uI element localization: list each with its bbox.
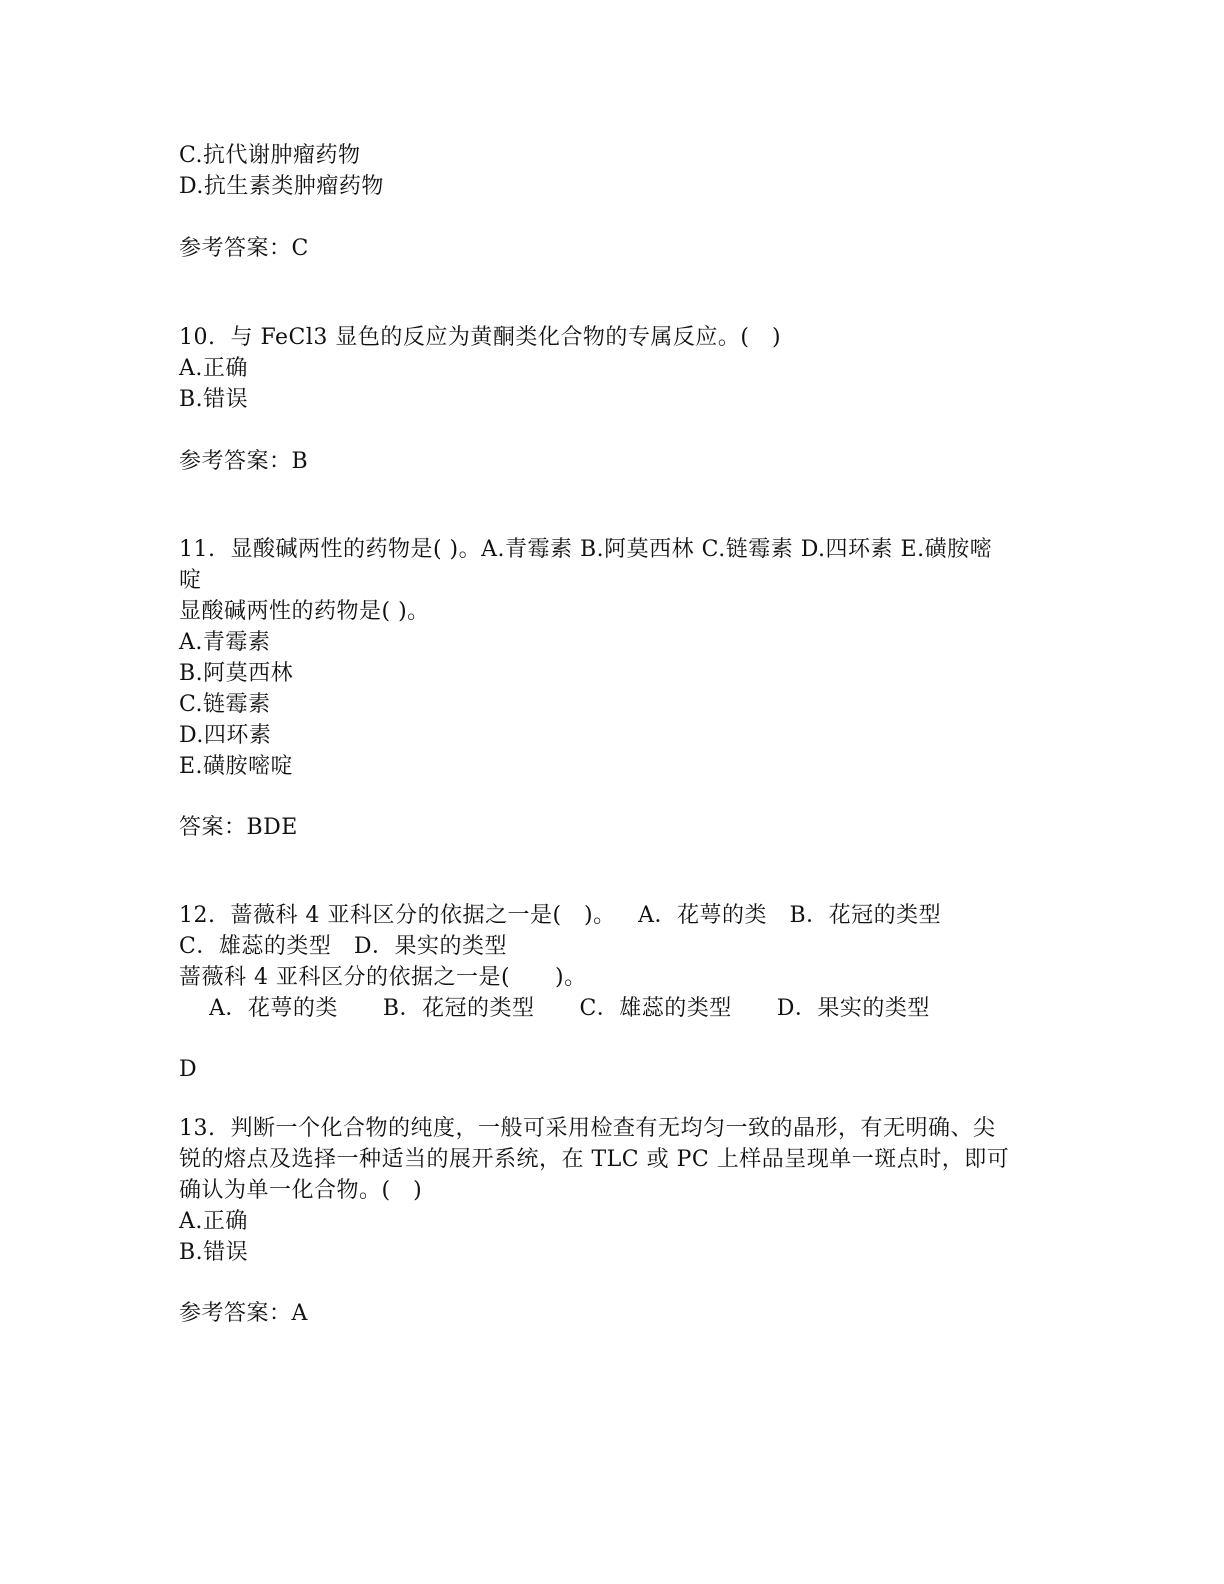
q11-option-b: B.阿莫西林 bbox=[179, 661, 294, 686]
q13-option-b: B.错误 bbox=[179, 1240, 249, 1265]
q11-restated-stem: 显酸碱两性的药物是( )。 bbox=[179, 599, 430, 624]
q13-answer: 参考答案：A bbox=[179, 1301, 308, 1326]
q11-stem-line2: 啶 bbox=[179, 568, 202, 593]
q11-option-a: A.青霉素 bbox=[179, 630, 271, 655]
q10-option-b: B.错误 bbox=[179, 387, 249, 412]
q10-answer: 参考答案：B bbox=[179, 449, 309, 474]
q9-answer: 参考答案：C bbox=[179, 236, 309, 261]
q10-stem: 10. 与 FeCl3 显色的反应为黄酮类化合物的专属反应。( ) bbox=[179, 325, 782, 350]
q13-stem-line3: 确认为单一化合物。( ) bbox=[179, 1178, 423, 1203]
q12-answer: D bbox=[179, 1057, 198, 1082]
q11-option-c: C.链霉素 bbox=[179, 692, 271, 717]
q12-restated-stem: 蔷薇科 4 亚科区分的依据之一是( )。 bbox=[179, 965, 587, 990]
q12-options-line: A．花萼的类 B．花冠的类型 C．雄蕊的类型 D．果实的类型 bbox=[179, 996, 930, 1021]
q11-answer: 答案：BDE bbox=[179, 815, 298, 840]
q11-option-d: D.四环素 bbox=[179, 723, 272, 748]
q9-option-c: C.抗代谢肿瘤药物 bbox=[179, 143, 361, 168]
q13-stem-line1: 13. 判断一个化合物的纯度，一般可采用检查有无均匀一致的晶形，有无明确、尖 bbox=[179, 1116, 996, 1141]
q9-option-d: D.抗生素类肿瘤药物 bbox=[179, 174, 384, 199]
q13-option-a: A.正确 bbox=[179, 1209, 248, 1234]
q10-option-a: A.正确 bbox=[179, 356, 248, 381]
q11-option-e: E.磺胺嘧啶 bbox=[179, 754, 294, 779]
q11-stem-line1: 11. 显酸碱两性的药物是( )。A.青霉素 B.阿莫西林 C.链霉素 D.四环素 E.磺胺嘧 bbox=[179, 537, 993, 562]
q13-stem-line2: 锐的熔点及选择一种适当的展开系统，在 TLC 或 PC 上样品呈现单一斑点时，即可 bbox=[179, 1147, 1010, 1172]
q12-stem-line2: C．雄蕊的类型 D．果实的类型 bbox=[179, 934, 507, 959]
q12-stem-line1: 12. 蔷薇科 4 亚科区分的依据之一是( )。 A．花萼的类 B．花冠的类型 bbox=[179, 903, 942, 928]
